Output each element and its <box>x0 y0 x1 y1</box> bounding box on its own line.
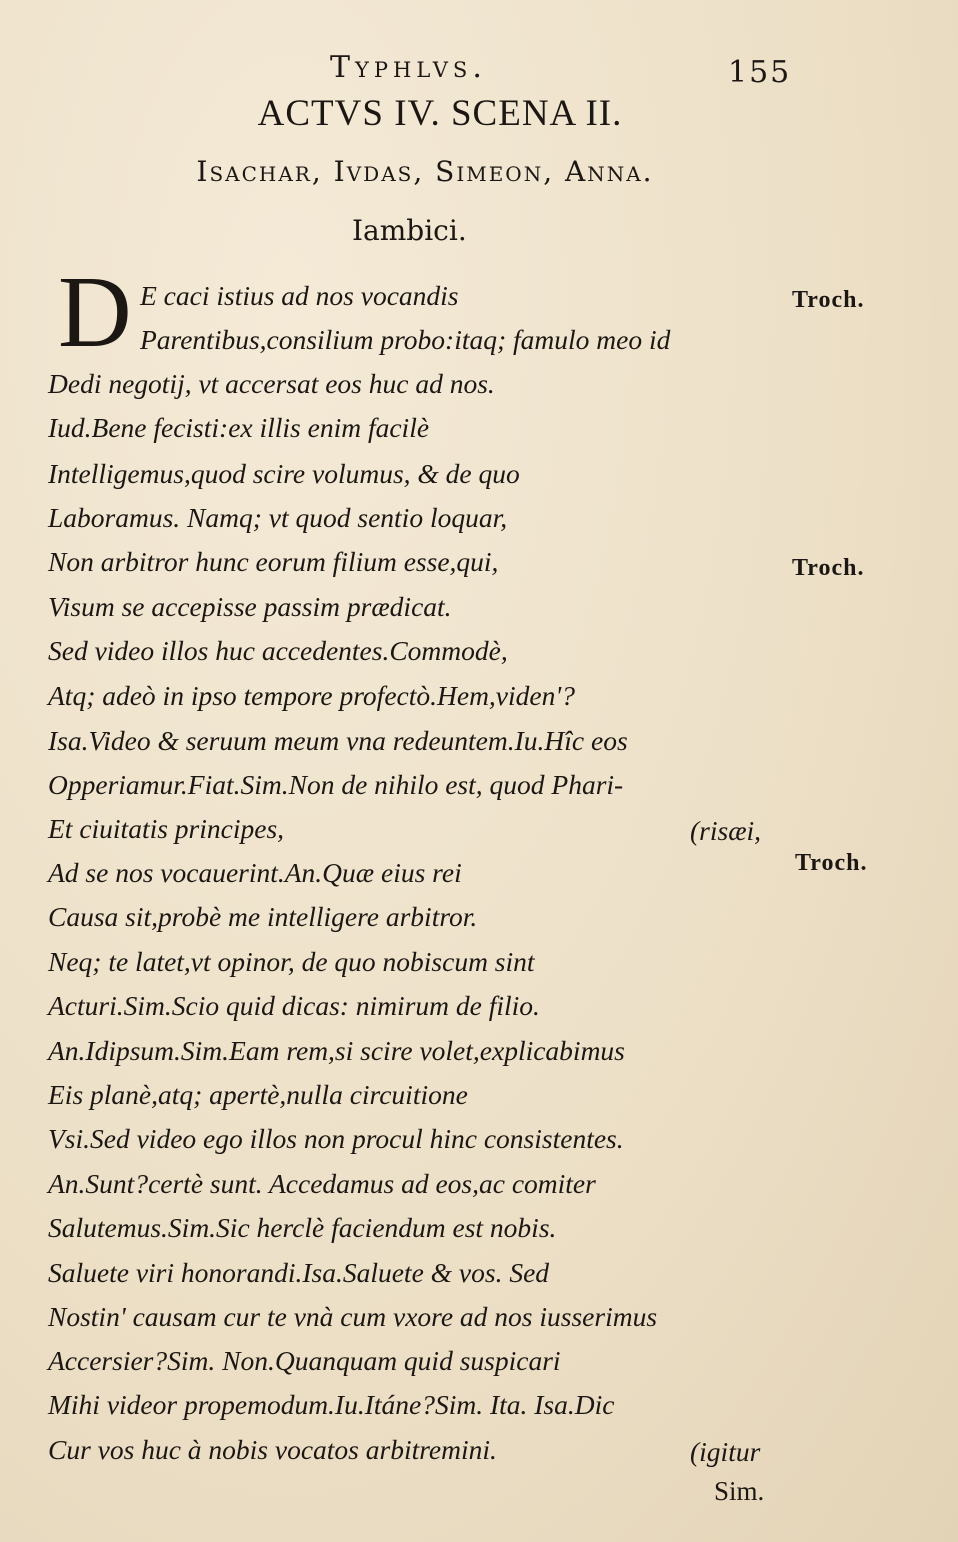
verse-line: Iud.Bene fecisti:ex illis enim facilè <box>48 412 430 443</box>
drop-cap: D <box>58 256 132 369</box>
turnover-text: (igitur <box>690 1436 761 1467</box>
margin-note-troch: Troch. <box>795 850 868 876</box>
catchword: Sim. <box>714 1476 765 1506</box>
running-head: Typhlvs. <box>330 50 487 85</box>
margin-note-troch: Troch. <box>792 287 865 313</box>
verse-line: Cur vos huc à nobis vocatos arbitremini. <box>48 1434 497 1465</box>
verse-line: Neq; te latet,vt opinor, de quo nobiscum sint <box>48 946 535 977</box>
verse-line: Ad se nos vocauerint.An.Quæ eius rei <box>48 857 462 888</box>
verse-line: Opperiamur.Fiat.Sim.Non de nihilo est, quod Phari- <box>48 769 624 800</box>
verse-line: Accersier?Sim. Non.Quanquam quid suspicari <box>48 1345 561 1376</box>
verse-line: An.Sunt?certè sunt. Accedamus ad eos,ac comiter <box>48 1168 596 1199</box>
margin-note-troch: Troch. <box>792 555 865 581</box>
verse-line: Causa sit,probè me intelligere arbitror. <box>48 901 478 932</box>
verse-line: Eis planè,atq; apertè,nulla circuitione <box>48 1079 468 1110</box>
act-title: ACTVS IV. SCENA II. <box>257 93 623 134</box>
verse-line: Visum se accepisse passim prædicat. <box>48 591 452 622</box>
verse-line: Saluete viri honorandi.Isa.Saluete & vos. Sed <box>48 1257 550 1288</box>
verse-line: Salutemus.Sim.Sic herclè faciendum est nobis. <box>48 1212 557 1243</box>
meter-label: Iambici. <box>352 214 467 247</box>
verse-line: Mihi videor propemodum.Iu.Itáne?Sim. Ita. Isa.Dic <box>48 1389 615 1420</box>
turnover-text: (risæi, <box>690 815 762 846</box>
verse-line: Vsi.Sed video ego illos non procul hinc consistentes. <box>48 1123 624 1154</box>
verse-line: Laboramus. Namq; vt quod sentio loquar, <box>48 502 508 533</box>
verse-line: Isa.Video & seruum meum vna redeuntem.Iu.Hîc eos <box>48 725 628 756</box>
verse-line: Et ciuitatis principes, <box>48 813 285 844</box>
verse-line: Sed video illos huc accedentes.Commodè, <box>48 635 508 666</box>
verse-line: Acturi.Sim.Scio quid dicas: nimirum de filio. <box>48 990 540 1021</box>
verse-line: Non arbitror hunc eorum filium esse,qui, <box>48 546 499 577</box>
verse-line: Dedi negotij, vt accersat eos huc ad nos. <box>48 368 495 399</box>
verse-line: An.Idipsum.Sim.Eam rem,si scire volet,explicabimus <box>48 1035 625 1066</box>
verse-line: E caci istius ad nos vocandis <box>140 280 459 311</box>
verse-line: Nostin' causam cur te vnà cum vxore ad nos iusserimus <box>48 1301 658 1332</box>
page-number: 155 <box>728 55 792 90</box>
character-list: Isachar, Ivdas, Simeon, Anna. <box>196 155 654 188</box>
verse-line: Intelligemus,quod scire volumus, & de quo <box>48 458 520 489</box>
verse-line: Atq; adeò in ipso tempore profectò.Hem,viden'? <box>48 680 575 711</box>
verse-line: Parentibus,consilium probo:itaq; famulo meo id <box>140 324 671 355</box>
